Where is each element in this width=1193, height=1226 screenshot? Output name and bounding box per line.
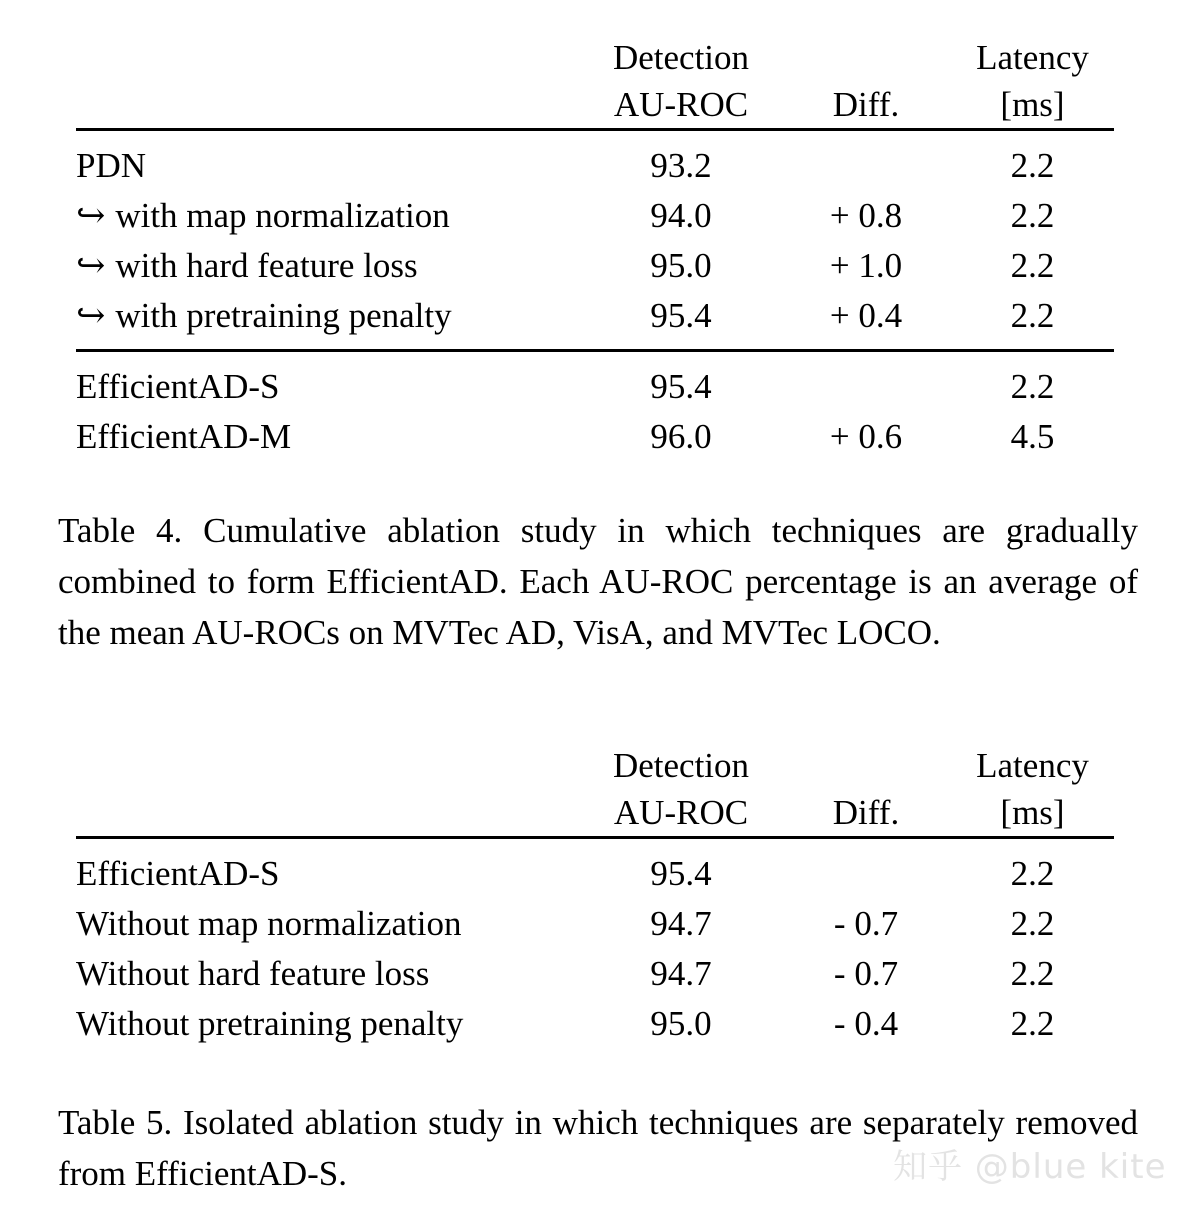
table-5-header-row (76, 742, 1114, 836)
table-5-spacer-1 (76, 838, 1114, 850)
table-5-row0-latency: 2.2 (1010, 854, 1055, 893)
table-4-spacer-3 (76, 351, 1114, 363)
table-5-col-diff-text: Diff. (832, 793, 900, 832)
table-5-row3-label (76, 999, 581, 1049)
table-5-col-label (76, 742, 581, 836)
table-5-row1-label-text: Without map normalization (76, 904, 462, 943)
table-5-col-auroc-line1: Detection (612, 746, 750, 785)
table-5-row0-diff (781, 849, 951, 899)
table-4-row3-label-text: with pretraining penalty (115, 296, 452, 335)
table-4-row1-label (76, 191, 581, 241)
table-4-row2-label (76, 241, 581, 291)
hook-arrow-icon: ↪ (76, 246, 106, 285)
hook-arrow-icon: ↪ (76, 296, 106, 335)
table-4-body (76, 128, 1114, 462)
table-5-header (76, 742, 1114, 836)
table-4-row0-latency: 2.2 (1010, 146, 1055, 185)
table-5-col-auroc (581, 742, 781, 836)
table-4-row5-diff: + 0.6 (829, 417, 903, 456)
table-row (76, 141, 1114, 191)
table-4-row1-diff: + 0.8 (829, 196, 903, 235)
table-4-row1-label-text: with map normalization (115, 196, 450, 235)
table-5-col-auroc-line2: AU-ROC (613, 793, 749, 832)
table-4-row1-latency: 2.2 (1010, 196, 1055, 235)
table-5-row2-label-text: Without hard feature loss (76, 954, 430, 993)
table-4-col-diff-text: Diff. (832, 85, 900, 124)
table-5-row2-label (76, 949, 581, 999)
table-5-caption: Table 5. Isolated ablation study in which techniques are separately removed from EfficientAD-S. (58, 1103, 1138, 1193)
table-5-row1-latency: 2.2 (1010, 904, 1055, 943)
table-row (76, 191, 1114, 241)
table-4-col-auroc-line1: Detection (612, 38, 750, 77)
table-4-row0-auroc: 93.2 (650, 146, 712, 185)
table-4-col-diff (781, 34, 951, 128)
table-5-row3-latency: 2.2 (1010, 1004, 1055, 1043)
table-4-row0-label (76, 141, 581, 191)
table-4-row5-label (76, 412, 581, 462)
table-4-row3-diff: + 0.4 (829, 296, 903, 335)
table-row (76, 241, 1114, 291)
table-5-block (76, 742, 1114, 1049)
table-4-row5-latency: 4.5 (1010, 417, 1055, 456)
table-4-row2-auroc: 95.0 (650, 246, 712, 285)
table-5-row3-auroc: 95.0 (650, 1004, 712, 1043)
table-4-row4-diff (781, 362, 951, 412)
table-4-col-latency-line1: Latency (976, 38, 1089, 77)
table-4-row5-auroc: 96.0 (650, 417, 712, 456)
table-4-row2-latency: 2.2 (1010, 246, 1055, 285)
table-5-row0-auroc: 95.4 (650, 854, 712, 893)
hook-arrow-icon: ↪ (76, 196, 106, 235)
table-4-header-row (76, 34, 1114, 128)
table-row (76, 999, 1114, 1049)
table-row (76, 849, 1114, 899)
table-5-row3-diff: - 0.4 (833, 1004, 899, 1043)
table-4-row3-label (76, 291, 581, 341)
table-4-row4-label (76, 362, 581, 412)
table-4-col-latency (951, 34, 1114, 128)
table-5-row2-auroc: 94.7 (650, 954, 712, 993)
table-5-row1-diff: - 0.7 (833, 904, 899, 943)
table-5-row0-label-text: EfficientAD-S (76, 854, 280, 893)
table-4-col-auroc (581, 34, 781, 128)
table-5-col-latency-line1: Latency (976, 746, 1089, 785)
table-5-row0-label (76, 849, 581, 899)
table-4-header (76, 34, 1114, 128)
table-4-row4-latency: 2.2 (1010, 367, 1055, 406)
table-4-col-latency-line2: [ms] (1000, 85, 1065, 124)
table-4-caption: Table 4. Cumulative ablation study in which techniques are gradually combined to form EfficientAD. Each AU-ROC percentage is an average of the mean AU-ROCs on MVTec AD, VisA, and MVTec LOCO. (58, 511, 1138, 652)
table-4-row1-auroc: 94.0 (650, 196, 712, 235)
table-5-row1-label (76, 899, 581, 949)
table-5-row3-label-text: Without pretraining penalty (76, 1004, 464, 1043)
table-4-row0-label-text: PDN (76, 146, 147, 185)
table-4-row0-diff (781, 141, 951, 191)
table-4 (76, 34, 1114, 462)
table-4-row3-auroc: 95.4 (650, 296, 712, 335)
table-4-spacer-1 (76, 130, 1114, 142)
table-4-spacer-2 (76, 341, 1114, 349)
table-4-col-auroc-line2: AU-ROC (613, 85, 749, 124)
table-5-col-diff (781, 742, 951, 836)
table-5-col-latency (951, 742, 1114, 836)
table-row (76, 949, 1114, 999)
table-5-row2-latency: 2.2 (1010, 954, 1055, 993)
table-4-col-label (76, 34, 581, 128)
table-row (76, 899, 1114, 949)
table-4-row2-label-text: with hard feature loss (115, 246, 418, 285)
zhihu-watermark: 知乎 @blue kite (893, 1147, 1167, 1187)
table-row (76, 291, 1114, 341)
table-4-row4-auroc: 95.4 (650, 367, 712, 406)
table-5-row2-diff: - 0.7 (833, 954, 899, 993)
table-row (76, 412, 1114, 462)
table-4-row3-latency: 2.2 (1010, 296, 1055, 335)
table-row (76, 362, 1114, 412)
table-5-row1-auroc: 94.7 (650, 904, 712, 943)
table-4-row2-diff: + 1.0 (829, 246, 903, 285)
table-4-block (76, 34, 1114, 462)
table-5-body (76, 836, 1114, 1049)
table-5-col-latency-line2: [ms] (1000, 793, 1065, 832)
table-5 (76, 742, 1114, 1049)
table-4-row5-label-text: EfficientAD-M (76, 417, 292, 456)
table-4-row4-label-text: EfficientAD-S (76, 367, 280, 406)
